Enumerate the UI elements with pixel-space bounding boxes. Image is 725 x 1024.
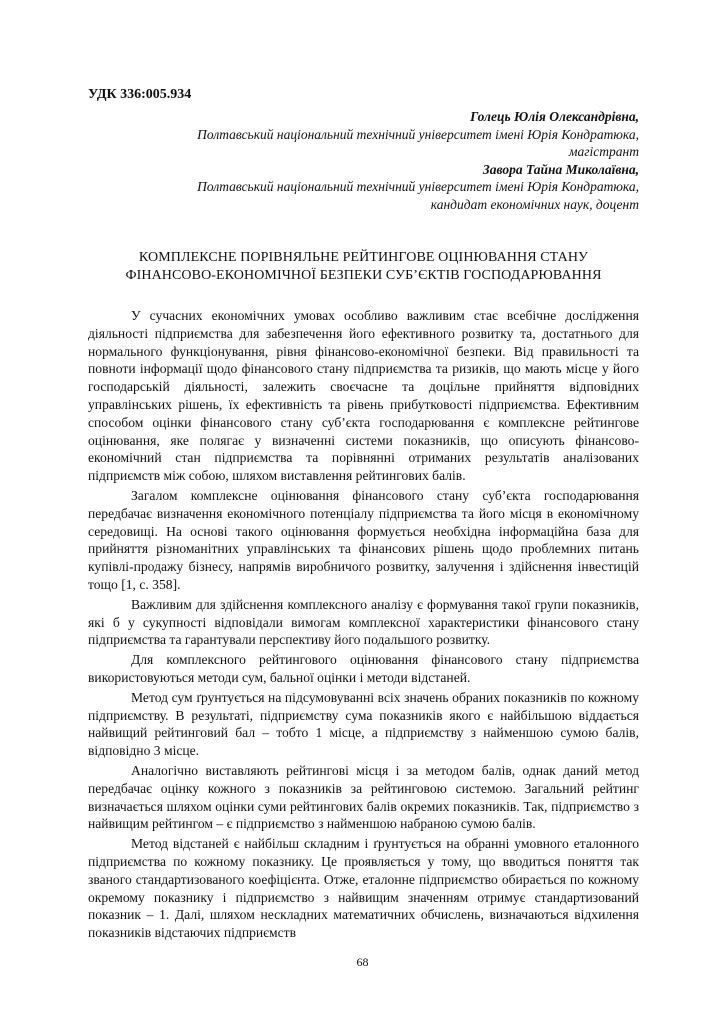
article-page [88, 86, 639, 942]
page-number: 68 [356, 955, 369, 969]
author-affiliation: Полтавський національний технічний університет імені Юрія Кондратюка, [197, 179, 639, 194]
article-title [88, 249, 639, 285]
body-paragraph: Загалом комплексне оцінювання фінансового стану суб’єкта господарювання передбачає визначення економічного потенціалу підприємства та його місця в економічному середовищі. На основі такого оцінювання формується необхідна інформаційна база для прийняття різноманітних управлінських та фінансових рішень щодо проблемних питань купівлі-продажу бізнесу, напрямів виробничого розвитку, залучення і здійснення інвестицій тощо [1, с. 358]. [88, 487, 639, 592]
body-paragraph: Для комплексного рейтингового оцінювання фінансового стану підприємства використовуються методи сум, бальної оцінки і методи відстаней. [88, 652, 639, 685]
author-affiliation: Полтавський національний технічний університет імені Юрія Кондратюка, [197, 126, 639, 142]
udk-code: УДК 336:005.934 [88, 87, 192, 102]
author-position: кандидат економічних наук, доцент [430, 196, 639, 212]
body-paragraph: Метод сум ґрунтується на підсумовуванні всіх значень обраних показників по кожному підприємству. В результаті, підприємству сума показників якого є найбільшою віддається найвищий рейтинговий бал – тобто 1 місце, а підприємству з найменшою сумою балів, відповідно 3 місце. [88, 689, 639, 759]
body-paragraph: Метод відстаней є найбільш складним і ґрунтується на обранні умовного еталонного підприємства по кожному показнику. Це проявляється у тому, що вводиться поняття так званого стандартизованого коефіцієнта. Отже, еталонне підприємство обирається по кожному окремому показнику і підприємство з найвищим значенням отримує стандартизований показник – 1. Далі, шляхом нескладних математичних обчислень, визначаються відхилення показників відстаючих підприємств [88, 836, 639, 941]
article-body [88, 307, 639, 942]
author-name: Голець Юлія Олександрівна, [470, 109, 639, 124]
author-name: Завора Тайна Миколаївна, [482, 161, 639, 177]
body-paragraph: У сучасних економічних умовах особливо важливим стає всебічне дослідження діяльності підприємства для забезпечення його ефективного розвитку та, достатнього для нормального функціонування, рівня фінансово-економічної безпеки. Від правильності та повноти інформації щодо фінансового стану підприємства та ризиків, що мають місце у його господарській діяльності, залежить своєчасне та доцільне прийняття відповідних управлінських рішень, їх ефективність та рівень прибутковості підприємства. Ефективним способом оцінки фінансового стану суб’єкта господарювання є комплексне рейтингове оцінювання, яке полягає у визначенні системи показників, що описують фінансово-економічний стан підприємства та порівнянні отриманих результатів аналізованих підприємств між собою, шляхом виставлення рейтингових балів. [88, 308, 639, 484]
body-paragraph: Важливим для здійснення комплексного аналізу є формування такої групи показників, які б у сукупності відповідали вимогам комплексної характеристики фінансового стану підприємства та гарантували перспективу його подальшого розвитку. [88, 596, 639, 648]
author-2 [88, 161, 639, 214]
title-line: ФІНАНСОВО-ЕКОНОМІЧНОЇ БЕЗПЕКИ СУБ’ЄКТІВ ГОСПОДАРЮВАННЯ [125, 268, 602, 283]
author-1 [88, 108, 639, 161]
author-position: магістрант [568, 144, 639, 159]
title-line: КОМПЛЕКСНЕ ПОРІВНЯЛЬНЕ РЕЙТИНГОВЕ ОЦІНЮВАННЯ СТАНУ [138, 250, 589, 265]
body-paragraph: Аналогічно виставляють рейтингові місця і за методом балів, однак даний метод передбачає оцінку кожного з показників за рейтинговою системою. Загальний рейтинг визначається шляхом оцінки суми рейтингових балів окремих показників. Так, підприємство з найвищим рейтингом – є підприємство з найменшою набраною сумою балів. [88, 762, 639, 832]
